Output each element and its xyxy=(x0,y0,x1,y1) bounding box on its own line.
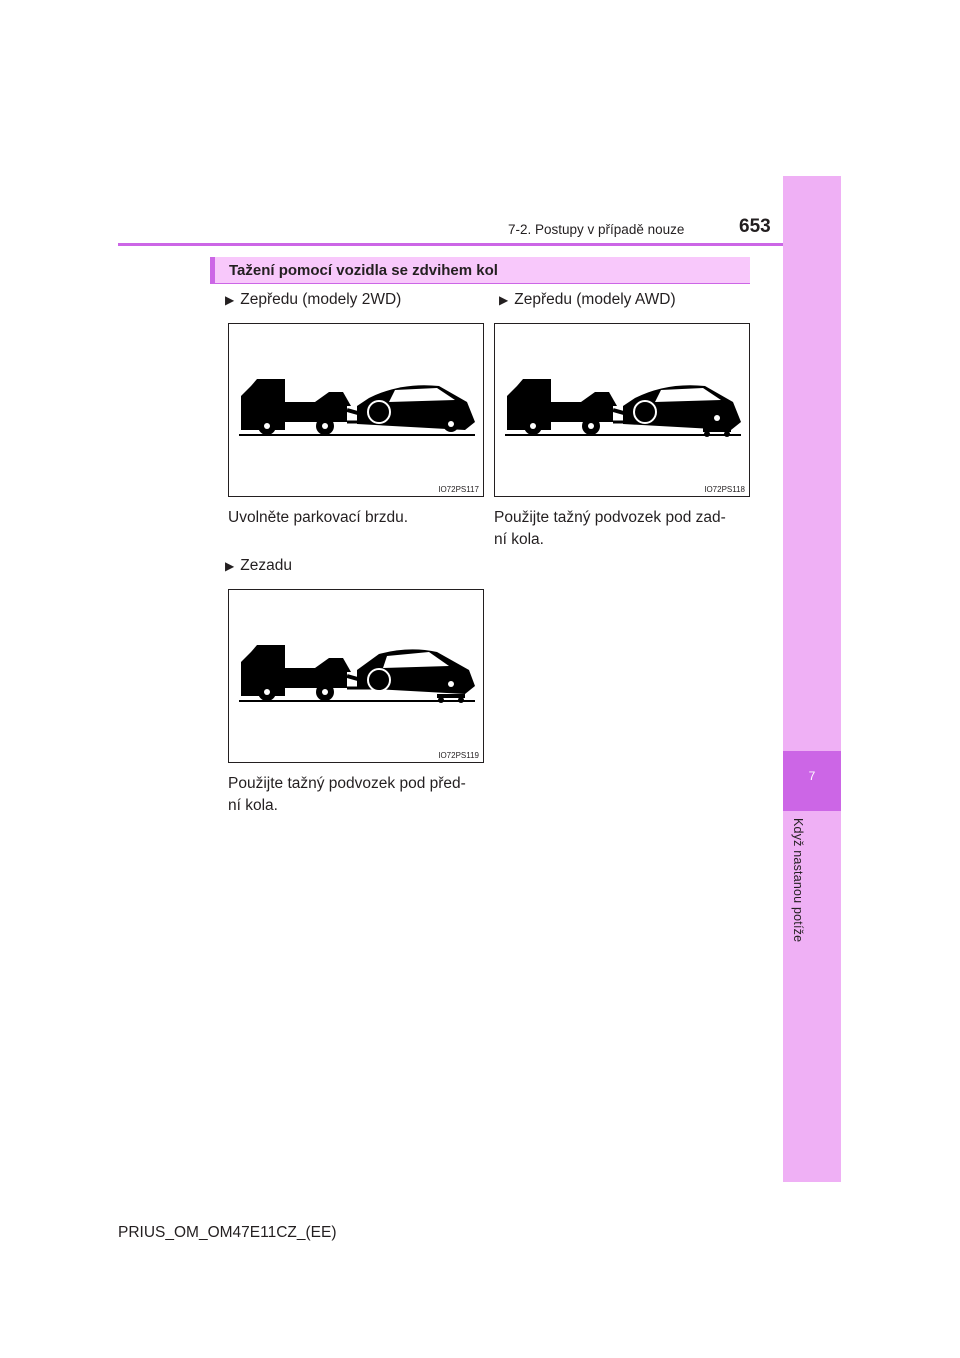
note-front-2wd: Uvolněte parkovací brzdu. xyxy=(228,509,409,526)
triangle-bullet-icon: ▶ xyxy=(499,293,509,307)
section-title: Tažení pomocí vozidla se zdvihem kol xyxy=(229,262,498,279)
figure-caption-rear xyxy=(225,557,292,575)
header-rule xyxy=(118,243,783,246)
figure-caption-front-awd xyxy=(499,291,676,309)
document-footer: PRIUS_OM_OM47E11CZ_(EE) xyxy=(118,1224,337,1241)
caption-text: Zepředu (modely 2WD) xyxy=(240,291,402,308)
page-number: 653 xyxy=(739,216,771,237)
note-rear xyxy=(228,773,466,817)
chapter-side-tab xyxy=(783,176,841,1182)
chapter-number: 7 xyxy=(808,769,816,783)
chapter-number-block xyxy=(783,751,841,811)
figure-code: IO72PS117 xyxy=(438,485,479,494)
tow-truck-illustration xyxy=(229,590,485,764)
tow-truck-illustration xyxy=(229,324,485,498)
caption-text: Zezadu xyxy=(240,557,292,574)
tow-figure-front-awd xyxy=(494,323,750,497)
tow-figure-rear xyxy=(228,589,484,763)
chapter-title: Když nastanou potíže xyxy=(791,818,805,943)
note-line: Použijte tažný podvozek pod před- xyxy=(228,775,466,792)
figure-caption-front-2wd xyxy=(225,291,401,309)
section-heading-bar xyxy=(210,257,750,284)
running-header: 7-2. Postupy v případě nouze xyxy=(508,222,685,237)
caption-text: Zepředu (modely AWD) xyxy=(514,291,676,308)
triangle-bullet-icon: ▶ xyxy=(225,293,235,307)
tow-figure-front-2wd xyxy=(228,323,484,497)
figure-code: IO72PS118 xyxy=(704,485,745,494)
tow-truck-illustration xyxy=(495,324,751,498)
note-line: Použijte tažný podvozek pod zad- xyxy=(494,509,726,526)
note-line: ní kola. xyxy=(494,531,544,548)
figure-code: IO72PS119 xyxy=(438,751,479,760)
note-line: ní kola. xyxy=(228,797,278,814)
triangle-bullet-icon: ▶ xyxy=(225,559,235,573)
note-front-awd xyxy=(494,507,726,551)
